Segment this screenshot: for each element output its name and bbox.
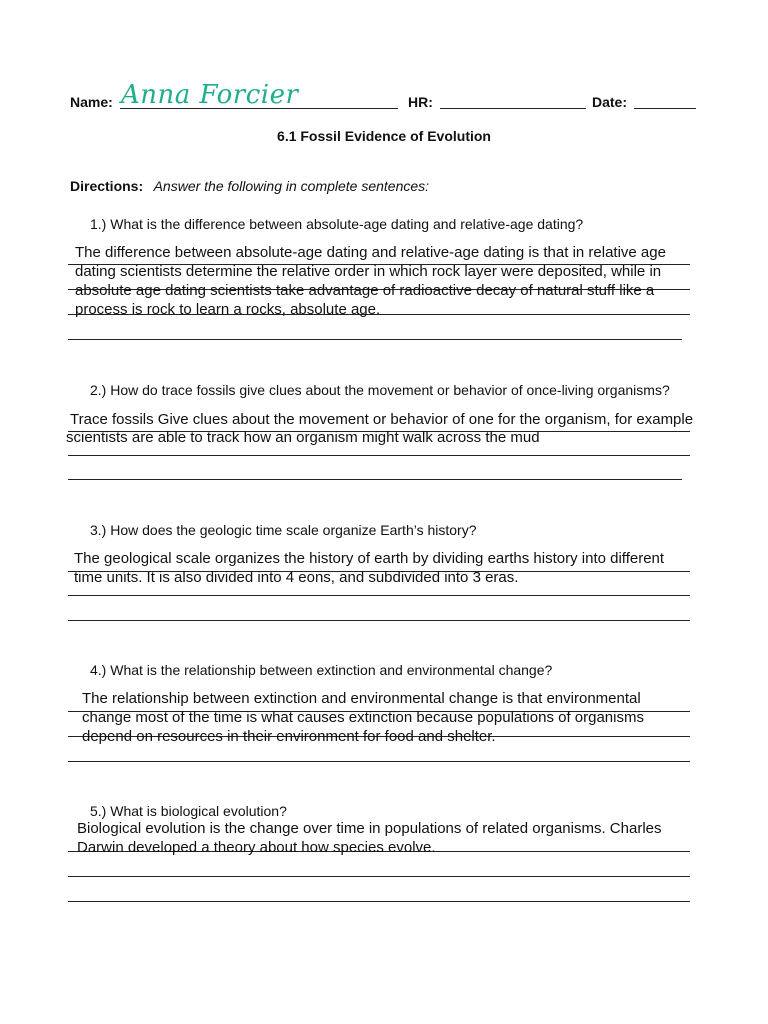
answer-rule <box>68 339 682 340</box>
answer-rule <box>68 901 690 902</box>
question-5-prompt: 5.) What is biological evolution? <box>90 803 287 819</box>
question-4-answer-line: depend on resources in their environment for food and shelter. <box>82 728 496 745</box>
question-4-prompt: 4.) What is the relationship between extinction and environmental change? <box>90 662 553 678</box>
name-label: Name: <box>70 94 113 110</box>
answer-rule <box>68 620 690 621</box>
question-3-answer-line: The geological scale organizes the history of earth by dividing earths history into different <box>74 550 665 567</box>
answer-rule <box>68 761 690 762</box>
directions-label: Directions: <box>70 178 144 194</box>
question-1-prompt: 1.) What is the difference between absolute-age dating and relative-age dating? <box>90 216 584 232</box>
question-4-answer-line: change most of the time is what causes extinction because populations of organisms <box>82 709 644 726</box>
question-3-answer-line: time units. It is also divided into 4 eons, and subdivided into 3 eras. <box>74 569 519 586</box>
question-5-answer-line: Biological evolution is the change over time in populations of related organisms. Charles <box>77 820 662 837</box>
question-1-answer-line: The difference between absolute-age dating and relative-age dating is that in relative age <box>75 244 666 261</box>
answer-rule <box>68 479 682 480</box>
question-2-answer-line: Trace fossils Give clues about the movement or behavior of one for the organism, for example <box>70 411 694 428</box>
name-handwritten-value: Anna Forcier <box>121 80 299 110</box>
directions <box>70 178 429 196</box>
hr-label: HR: <box>408 94 433 110</box>
question-5-answer-line: Darwin developed a theory about how species evolve. <box>77 839 436 856</box>
directions-text: Answer the following in complete sentences: <box>153 178 430 194</box>
question-1-answer-line: absolute age dating scientists take advantage of radioactive decay of natural stuff like a <box>75 282 655 299</box>
question-1-answer-line: process is rock to learn a rocks, absolute age. <box>75 301 381 318</box>
hr-blank[interactable] <box>440 108 586 109</box>
answer-rule <box>68 455 690 456</box>
question-4-answer-line: The relationship between extinction and environmental change is that environmental <box>82 690 641 707</box>
answer-rule <box>68 595 690 596</box>
answer-rule <box>68 876 690 877</box>
question-2-answer-line: scientists are able to track how an organism might walk across the mud <box>66 429 540 446</box>
worksheet-title: 6.1 Fossil Evidence of Evolution <box>277 128 491 144</box>
date-blank[interactable] <box>634 108 696 109</box>
question-1-answer-line: dating scientists determine the relative order in which rock layer were deposited, while in <box>75 263 662 280</box>
question-2-prompt: 2.) How do trace fossils give clues about the movement or behavior of once-living organisms? <box>90 382 670 398</box>
date-label: Date: <box>592 94 628 110</box>
question-3-prompt: 3.) How does the geologic time scale organize Earth’s history? <box>90 522 477 538</box>
